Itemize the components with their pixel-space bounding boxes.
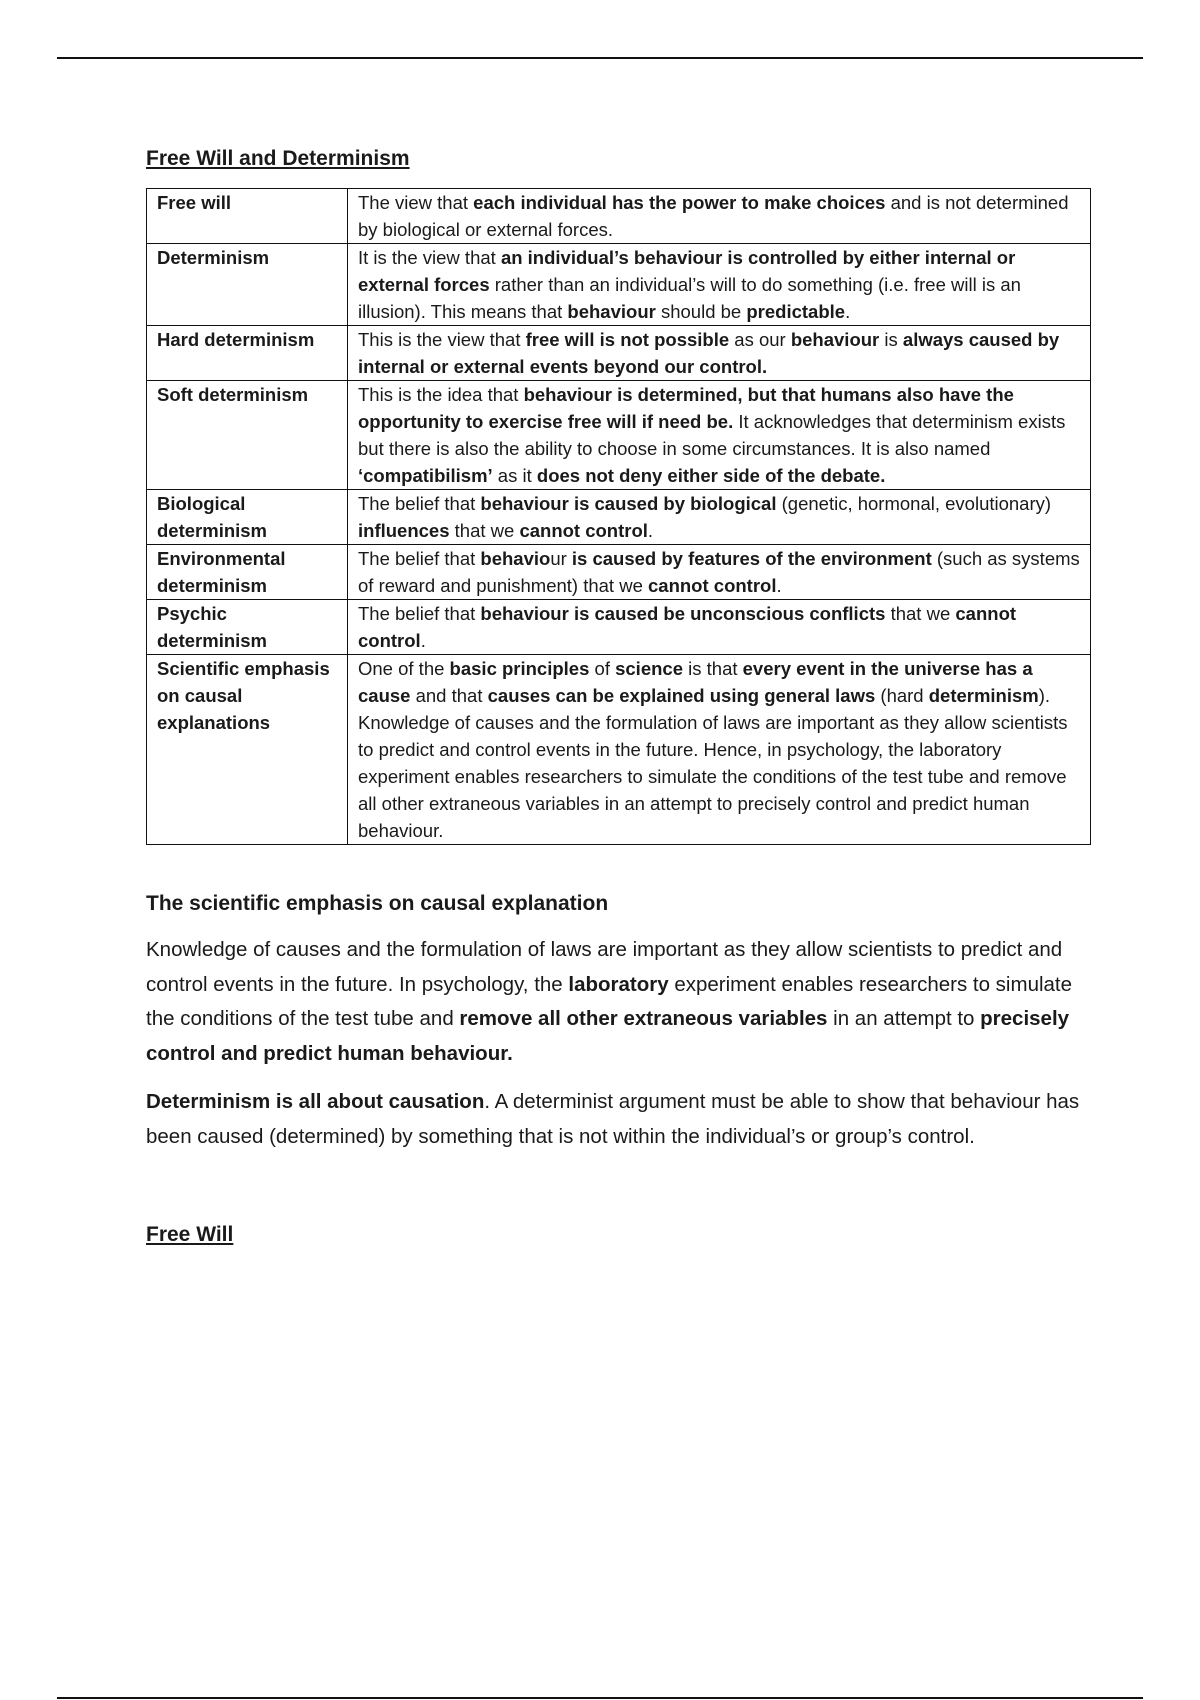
table-row (147, 655, 1091, 845)
text-run: It acknowledges that determinism exists but there is also the ability to choose in some circumstances. It is also named (358, 411, 1066, 459)
bold-text: behaviour (567, 301, 656, 322)
text-run: . A determinist argument must be able to show that behaviour has been caused (determined) by something that is not within the individual’s or group’s control. (146, 1090, 1080, 1148)
term-cell: Environmental determinism (147, 545, 348, 600)
text-run: rather than an individual’s will to do something (i.e. free will is an illusion). This means that (358, 274, 1021, 322)
bold-text: determinism (928, 685, 1039, 706)
text-run: (hard (875, 685, 929, 706)
bold-text: influences (358, 520, 450, 541)
definition-cell (348, 189, 1091, 244)
document-body (146, 144, 1091, 1264)
text-run: as our (729, 329, 791, 350)
text-run: in an attempt to (827, 1007, 981, 1030)
term-cell: Free will (147, 189, 348, 244)
term-cell: Scientific emphasis on causal explanations (147, 655, 348, 845)
text-run: It is the view that (358, 247, 501, 268)
definition-cell (348, 326, 1091, 381)
term-cell: Hard determinism (147, 326, 348, 381)
bold-text: behaviour (790, 329, 880, 350)
term-cell: Biological determinism (147, 490, 348, 545)
bold-text: cannot control (648, 575, 777, 596)
text-run: (such as systems of reward and punishment) that we (358, 548, 1080, 596)
definition-cell (348, 655, 1091, 845)
text-run: . (420, 630, 426, 651)
bold-text: behaviour is caused be unconscious conflicts (480, 603, 886, 624)
bold-text: cannot control (519, 520, 648, 541)
body-paragraph (146, 933, 1091, 1071)
bold-text: basic principles (449, 658, 590, 679)
definitions-table (146, 188, 1091, 845)
text-run: of (589, 658, 616, 679)
text-run: Knowledge of causes and the formulation of laws are important as they allow scientists to predict and control events in the future. In psychology, the (146, 938, 1063, 996)
definition-paragraph (358, 381, 1080, 489)
table-row (147, 490, 1091, 545)
text-run: One of the (358, 658, 450, 679)
text-run: experiment enables researchers to simulate the conditions of the test tube and (146, 972, 1073, 1030)
definition-paragraph (358, 600, 1080, 654)
bold-text: remove all other extraneous variables (459, 1007, 828, 1030)
text-run: The belief that (358, 493, 481, 514)
definition-paragraph (358, 490, 1080, 544)
bold-text: free will is not possible (525, 329, 730, 350)
bold-text: science (615, 658, 683, 679)
text-run: The view that (358, 192, 474, 213)
bold-text: causes can be explained using general laws (487, 685, 876, 706)
header-rule (57, 57, 1143, 59)
bold-text: does not deny either side of the debate. (536, 465, 886, 486)
text-run: ur (550, 548, 572, 569)
page-title: Free Will and Determinism (146, 147, 410, 170)
text-run: . (845, 301, 851, 322)
table-row (147, 189, 1091, 244)
bold-text: every event in the universe has a cause (358, 658, 1033, 706)
term-cell: Determinism (147, 244, 348, 326)
text-run: ). (1038, 685, 1051, 706)
bold-text: laboratory (568, 972, 669, 996)
text-run: is (879, 329, 903, 350)
bold-text: behaviour is caused by biological (480, 493, 777, 514)
bold-text: behaviour is determined, but that humans also have the opportunity to exercise free will if need be. (358, 384, 1014, 432)
bold-text: precisely control and predict human behaviour. (146, 1007, 1070, 1065)
text-run: Knowledge of causes and the formulation of laws are important as they allow scientists to predict and control events in the future. Hence, in psychology, the laboratory experiment enables researchers to simulate the conditions of the test tube and remove all other extraneous variables in an attempt to precisely control and predict human behaviour. (358, 712, 1068, 841)
table-row (147, 244, 1091, 326)
table-row (147, 381, 1091, 490)
text-run: as it (492, 465, 537, 486)
text-run: The belief that (358, 548, 481, 569)
term-cell: Psychic determinism (147, 600, 348, 655)
text-run: is that (683, 658, 743, 679)
text-run: and is not determined by biological or external forces. (358, 192, 1069, 240)
definition-cell (348, 381, 1091, 490)
term-cell: Soft determinism (147, 381, 348, 490)
bold-text: is caused by features of the environment (571, 548, 932, 569)
definition-paragraph (358, 244, 1080, 325)
text-run: should be (655, 301, 747, 322)
definition-cell (348, 545, 1091, 600)
definition-paragraph (358, 189, 1080, 243)
bold-text: predictable (746, 301, 846, 322)
definition-cell (348, 600, 1091, 655)
footer-rule (57, 1697, 1143, 1699)
bold-text: always caused by internal or external events beyond our control. (358, 329, 1060, 377)
bold-text: cannot control (358, 603, 1017, 651)
bold-text: an individual’s behaviour is controlled by either internal or external forces (358, 247, 1016, 295)
body-paragraph (146, 1085, 1091, 1154)
bold-text: each individual has the power to make choices (473, 192, 886, 213)
bold-text: ‘compatibilism’ (358, 465, 493, 486)
definition-cell (348, 490, 1091, 545)
text-run: (genetic, hormonal, evolutionary) (776, 493, 1052, 514)
text-run: The belief that (358, 603, 481, 624)
free-will-heading: Free Will (146, 1223, 234, 1246)
definition-cell (348, 244, 1091, 326)
definition-paragraph (358, 709, 1080, 844)
definition-paragraph (358, 326, 1080, 380)
section-heading: The scientific emphasis on causal explanation (146, 892, 609, 915)
section-paragraphs (146, 933, 1091, 1154)
text-run: and that (410, 685, 488, 706)
text-run: that we (885, 603, 956, 624)
table-row (147, 545, 1091, 600)
text-run: This is the view that (358, 329, 526, 350)
text-run: This is the idea that (358, 384, 524, 405)
text-run: . (776, 575, 782, 596)
table-row (147, 600, 1091, 655)
bold-text: behavio (480, 548, 551, 569)
table-row (147, 326, 1091, 381)
definition-paragraph (358, 655, 1080, 709)
bold-text: Determinism is all about causation (146, 1090, 485, 1113)
definition-paragraph (358, 545, 1080, 599)
text-run: that we (449, 520, 520, 541)
text-run: . (647, 520, 654, 541)
